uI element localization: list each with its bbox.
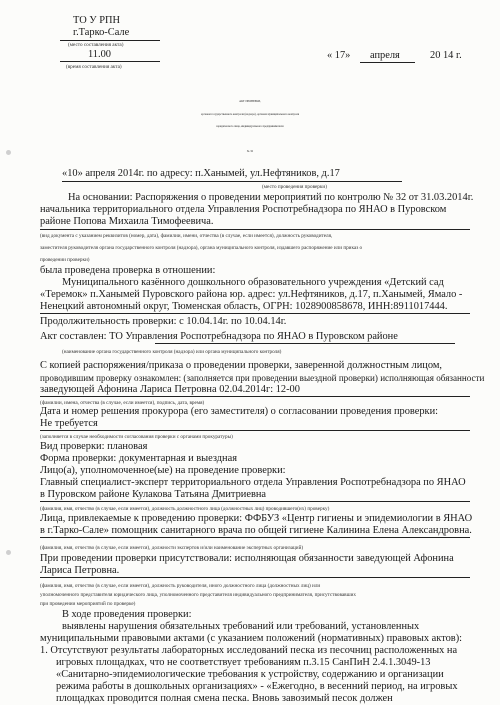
act-title: АКТ ПРОВЕРКИ,	[239, 100, 261, 103]
subject-label: была проведена проверка в отношении:	[40, 265, 216, 276]
finding-item: 1. Отсутствуют результаты лабораторных исследований песка из песочниц расположенных на	[40, 645, 458, 656]
divider	[40, 537, 470, 538]
finding-item: площадках проводится полная смена песка. Вновь завозимый песок должен	[56, 693, 393, 704]
divider	[155, 343, 455, 344]
subject-line: Муниципального казённого дошкольного образовательного учреждения «Детский сад	[62, 277, 444, 288]
date-day: « 17»	[327, 50, 351, 61]
experts-line: в г.Тарко-Сале» помощник санитарного врача по общей гигиене Калинина Елена Александровна.	[40, 525, 472, 536]
divider	[40, 229, 470, 230]
divider	[360, 62, 415, 63]
present-caption: (фамилия, имя, отчество (в случае, если имеется), должность руководителя, иного должностного лица (должностных лиц) или	[40, 583, 321, 589]
divider	[40, 396, 470, 397]
basis-line: На основании: Распоряжения о проведении мероприятий по контролю № 32 от 31.03.2014г.	[68, 192, 474, 203]
check-form: Форма проверки: документарная и выездная	[40, 453, 238, 464]
acquainted-caption: (фамилии, имена, отчества (в случае, если имеется), подпись, дата, время)	[40, 400, 205, 406]
date-year: 20 14 г.	[430, 50, 462, 61]
experts-caption: (фамилия, имя, отчество (в случае, если имеется), должности экспертов и/или наименование экспертных организаций)	[40, 545, 304, 551]
punch-hole	[6, 550, 11, 555]
finding-item: игровых площадках, что не соответствует требованиям п.3.15 СанПиН 2.4.1.3049-13	[56, 657, 431, 668]
prosecutor-value: Не требуется	[40, 418, 98, 429]
acquainted-line: проводившим проверку ознакомлен: (заполняется при проведении выездной проверки) исполняющая обязанности	[40, 373, 485, 383]
inspectors-caption: (фамилия, имя, отчество (в случае, если имеется), должность должностного лица (должностных лиц) проводившего(их) проверку)	[40, 506, 330, 512]
subject-line: Ненецкий автономный округ, Тюменская область, ОГРН: 1028900858678, ИНН:8911017444.	[40, 301, 448, 312]
basis-caption: заместителя руководителя органа государственного контроля (надзора), органа муниципального контроля, издавшего распоряжение или приказ о	[40, 245, 363, 251]
basis-line: районе Попова Михаила Тимофеевича.	[40, 216, 214, 227]
basis-caption: проведении проверки)	[40, 257, 90, 263]
time-caption: (время составления акта)	[66, 64, 122, 70]
present-line: Лариса Петровна.	[40, 565, 120, 576]
basis-caption: (вид документа с указанием реквизитов (номер, дата), фамилии, имени, отчества (в случае, если имеется), должность руководителя,	[40, 233, 333, 239]
inspection-place: «10» апреля 2014г. по адресу: п.Ханымей, ул.Нефтяников, д.17	[62, 168, 340, 179]
act-subtitle-1: органом государственного контроля (надзора), органом муниципального контроля	[200, 113, 300, 116]
time-value: 11.00	[88, 49, 111, 60]
punch-hole	[6, 150, 11, 155]
divider	[40, 313, 470, 314]
subject-line: «Теремок» п.Ханымей Пуровского района юр. адрес: ул.Нефтяников, д.17, п.Ханымей, Ямало -	[40, 289, 463, 300]
inspectors-label: Лицо(а), уполномоченное(ые) на проведение проверки:	[40, 465, 286, 476]
findings-line: выявлены нарушения обязательных требований или требований, установленных	[62, 621, 420, 632]
act-subtitle-2: юридического лица, индивидуального предпринимателя	[216, 125, 284, 128]
divider	[40, 577, 470, 578]
acquainted-line: С копией распоряжения/приказа о проведении проверки, заверенной должностным лицом,	[40, 360, 443, 371]
experts-line: Лица, привлекаемые к проведению проверки: ФФБУЗ «Центр гигиены и эпидемиологии в ЯНАО	[40, 513, 473, 524]
divider	[40, 430, 470, 431]
divider	[62, 181, 402, 182]
duration: Продолжительность проверки: с 10.04.14г. по 10.04.14г.	[40, 316, 287, 327]
divider	[60, 61, 160, 62]
inspectors-line: в Пуровском районе Кулакова Татьяна Дмитриевна	[40, 489, 267, 500]
acquainted-line: заведующей Афонина Лариса Петровна 02.04.2014г: 12-00	[40, 384, 300, 395]
findings-line: муниципальными правовыми актами (с указанием положений (нормативных) правовых актов):	[40, 633, 463, 644]
basis-line: начальника территориального отдела Управления Роспотребнадзора по ЯНАО в Пуровском	[40, 204, 447, 215]
compiled-caption: (наименование органа государственного контроля (надзора) или органа муниципального контроля)	[62, 349, 282, 355]
place-line2: г.Тарко-Сале	[73, 27, 130, 38]
check-type: Вид проверки: плановая	[40, 441, 148, 452]
place-caption: (место составления акта)	[68, 42, 124, 48]
divider	[40, 501, 470, 502]
prosecutor-line: Дата и номер решения прокурора (его заместителя) о согласовании проведения проверки:	[40, 406, 439, 417]
inspection-place-caption: (место проведения проверки)	[262, 184, 327, 190]
place-line1: ТО У РПН	[73, 15, 121, 26]
prosecutor-caption: (заполняется в случае необходимости согласования проверки с органами прокуратуры)	[40, 434, 233, 440]
finding-item: «Санитарно-эпидемиологические требования к устройству, содержанию и организации	[56, 669, 444, 680]
divider	[60, 40, 160, 41]
present-line: При проведении проверки присутствовали: исполняющая обязанности заведующей Афонина	[40, 553, 454, 564]
act-number: № 32	[246, 150, 254, 153]
date-month: апреля	[370, 50, 400, 61]
findings-intro: В ходе проведения проверки:	[62, 609, 192, 620]
present-caption: при проведении мероприятий по проверке)	[40, 601, 136, 607]
finding-item: режима работы в дошкольных организациях» - «Ежегодно, в весенний период, на игровых	[56, 681, 458, 692]
inspectors-line: Главный специалист-эксперт территориального отдела Управления Роспотребнадзора по ЯНАО	[40, 477, 466, 488]
compiled-by: Акт составлен: ТО Управления Роспотребнадзора по ЯНАО в Пуровском районе	[40, 331, 398, 342]
present-caption: уполномоченного представителя юридического лица, уполномоченного представителя индивидуального предпринимателя, присутствовавших	[40, 592, 356, 598]
